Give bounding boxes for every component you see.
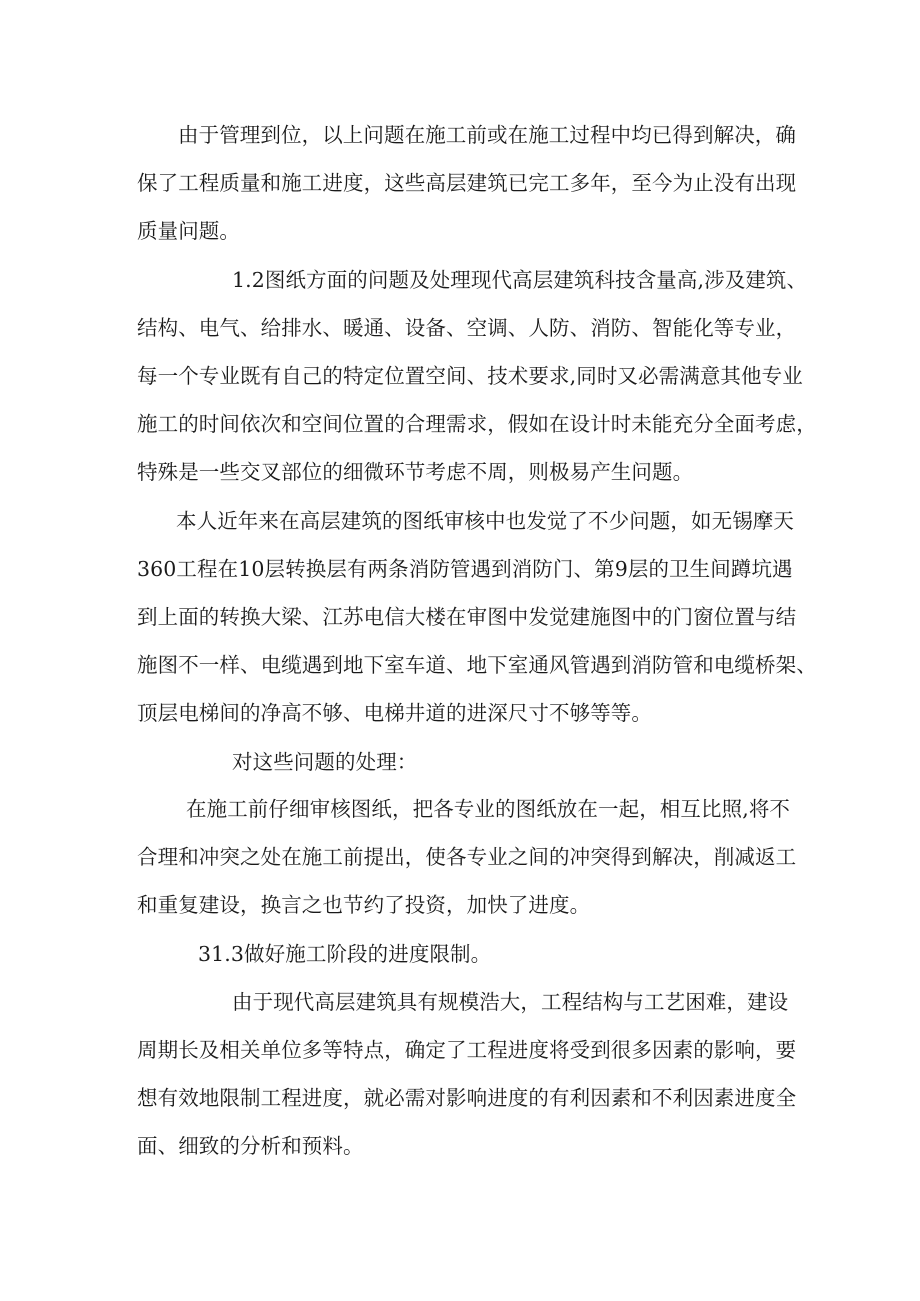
text-line: 保了工程质量和施工进度，这些高层建筑已完工多年，至今为止没有出现 [137,171,797,195]
text-line: 想有效地限制工程进度，就必需对影响进度的有利因素和不利因素进度全 [137,1086,797,1110]
text-line: 和重复建设，换言之也节约了投资，加快了进度。 [137,893,591,917]
text-line: 周期长及相关单位多等特点，确定了工程进度将受到很多因素的影响，要 [137,1038,797,1062]
text-line: 合理和冲突之处在施工前提出，使各专业之间的冲突得到解决，削减返工 [137,845,797,869]
text-line: 结构、电气、给排水、暖通、设备、空调、人防、消防、智能化等专业， [137,316,797,340]
text-line: 由于管理到位，以上问题在施工前或在施工过程中均已得到解决，确 [178,123,796,147]
text-line: 由于现代高层建筑具有规模浩大，工程结构与工艺困难，建设 [232,990,789,1014]
text-line: 31.3做好施工阶段的进度限制。 [198,942,492,966]
text-line: 在施工前仔细审核图纸，把各专业的图纸放在一起，相互比照,将不 [186,797,791,821]
text-line: 施工的时间依次和空间位置的合理需求，假如在设计时未能充分全面考虑， [137,412,817,436]
text-line: 360工程在10层转换层有两条消防管遇到消防门、第9层的卫生间蹲坑遇 [137,557,793,581]
text-line: 质量问题。 [137,219,240,243]
text-line: 对这些问题的处理： [232,750,418,774]
text-line: 每一个专业既有自己的特定位置空间、技术要求,同时又必需满意其他专业 [137,364,803,388]
text-line: 面、细致的分析和预料。 [137,1134,364,1158]
text-line: 到上面的转换大梁、江苏电信大楼在审图中发觉建施图中的门窗位置与结 [137,605,797,629]
text-line: 施图不一样、电缆遇到地下室车道、地下室通风管遇到消防管和电缆桥架、 [137,653,817,677]
text-line: 特殊是一些交叉部位的细微环节考虑不周，则极易产生问题。 [137,460,694,484]
text-line: 本人近年来在高层建筑的图纸审核中也发觉了不少问题，如无锡摩天 [176,509,794,533]
text-line: 顶层电梯间的净高不够、电梯井道的进深尺寸不够等等。 [137,701,652,725]
text-line: 1.2图纸方面的问题及处理现代高层建筑科技含量高,涉及建筑、 [232,268,808,292]
